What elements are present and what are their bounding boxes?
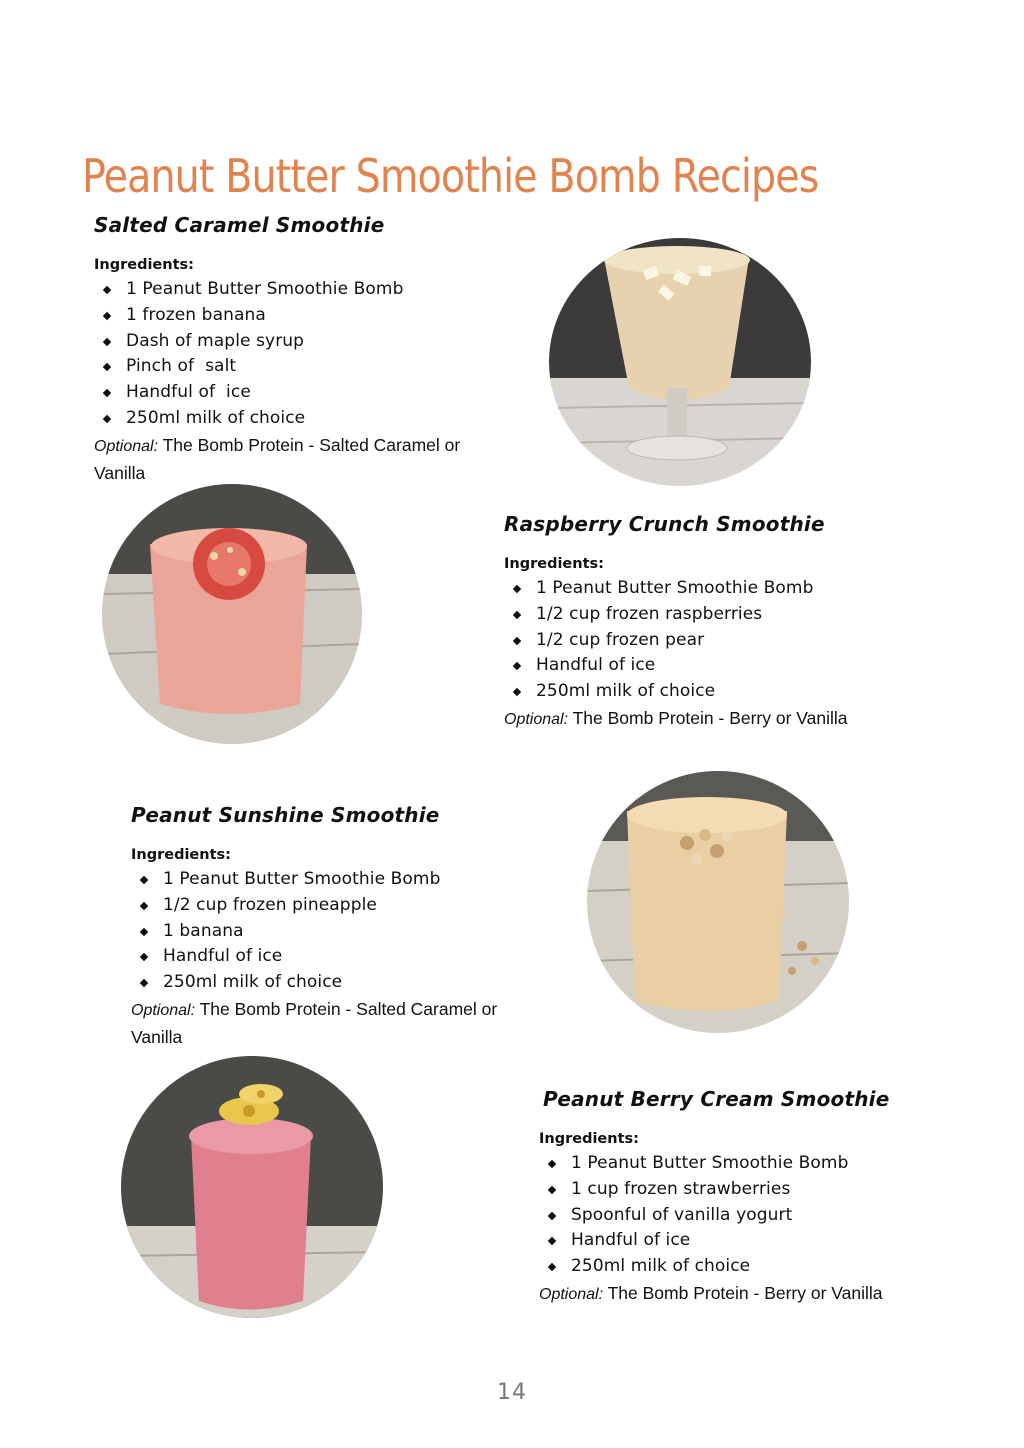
optional-text: The Bomb Protein - Salted Caramel or Vanilla <box>94 434 461 483</box>
peanut-berry-cream-smoothie-photo <box>121 1056 383 1318</box>
optional-text: The Bomb Protein - Berry or Vanilla <box>607 1282 883 1303</box>
diamond-bullet-icon <box>103 312 111 320</box>
diamond-bullet-icon <box>513 611 521 619</box>
list-item: 250ml milk of choice <box>504 679 944 705</box>
list-item: 1/2 cup frozen raspberries <box>504 602 944 628</box>
diamond-bullet-icon <box>103 389 111 397</box>
diamond-bullet-icon <box>548 1186 556 1194</box>
list-item: 1 banana <box>131 919 571 945</box>
diamond-bullet-icon <box>140 902 148 910</box>
list-item: 1 Peanut Butter Smoothie Bomb <box>504 576 944 602</box>
diamond-bullet-icon <box>548 1160 556 1168</box>
optional-text: The Bomb Protein - Berry or Vanilla <box>572 707 848 728</box>
optional-note <box>94 432 514 486</box>
list-item: 1 cup frozen strawberries <box>539 1177 979 1203</box>
list-item: Handful of ice <box>504 653 944 679</box>
list-item: Handful of ice <box>131 944 571 970</box>
page-number: 14 <box>497 1380 527 1405</box>
optional-label: Optional: <box>539 1285 604 1303</box>
diamond-bullet-icon <box>513 585 521 593</box>
list-item: 1 Peanut Butter Smoothie Bomb <box>94 277 534 303</box>
list-item: Pinch of salt <box>94 354 534 380</box>
peanut-sunshine-smoothie-photo <box>587 771 849 1033</box>
recipe-title: Peanut Berry Cream Smoothie <box>543 1087 890 1111</box>
optional-label: Optional: <box>131 1001 196 1019</box>
diamond-bullet-icon <box>140 953 148 961</box>
diamond-bullet-icon <box>548 1263 556 1271</box>
diamond-bullet-icon <box>548 1237 556 1245</box>
recipe-title: Peanut Sunshine Smoothie <box>131 803 440 827</box>
diamond-bullet-icon <box>513 688 521 696</box>
ingredients-list <box>131 867 571 996</box>
recipe-peanut-berry-cream <box>539 1087 979 1308</box>
recipe-title: Salted Caramel Smoothie <box>94 213 385 237</box>
optional-note <box>504 705 944 733</box>
recipe-salted-caramel <box>94 213 534 486</box>
list-item: 250ml milk of choice <box>94 406 534 432</box>
raspberry-crunch-smoothie-photo <box>102 484 362 744</box>
optional-text: The Bomb Protein - Salted Caramel or Vanilla <box>131 998 498 1047</box>
diamond-bullet-icon <box>513 662 521 670</box>
optional-note <box>539 1280 979 1308</box>
list-item: 1/2 cup frozen pear <box>504 628 944 654</box>
recipe-title: Raspberry Crunch Smoothie <box>504 512 825 536</box>
diamond-bullet-icon <box>140 927 148 935</box>
ingredients-label: Ingredients: <box>131 847 231 863</box>
diamond-bullet-icon <box>513 636 521 644</box>
list-item: Spoonful of vanilla yogurt <box>539 1203 979 1229</box>
list-item: 1 frozen banana <box>94 303 534 329</box>
list-item: Handful of ice <box>539 1228 979 1254</box>
diamond-bullet-icon <box>140 876 148 884</box>
list-item: 250ml milk of choice <box>131 970 571 996</box>
page-title: Peanut Butter Smoothie Bomb Recipes <box>82 148 819 203</box>
diamond-bullet-icon <box>548 1211 556 1219</box>
diamond-bullet-icon <box>103 415 111 423</box>
list-item: 250ml milk of choice <box>539 1254 979 1280</box>
optional-note <box>131 996 551 1050</box>
ingredients-label: Ingredients: <box>539 1131 639 1147</box>
salted-caramel-smoothie-photo <box>549 238 811 486</box>
diamond-bullet-icon <box>103 363 111 371</box>
recipe-raspberry-crunch <box>504 512 944 733</box>
diamond-bullet-icon <box>103 286 111 294</box>
list-item: 1 Peanut Butter Smoothie Bomb <box>131 867 571 893</box>
diamond-bullet-icon <box>103 337 111 345</box>
ingredients-list <box>94 277 534 432</box>
diamond-bullet-icon <box>140 979 148 987</box>
list-item: Handful of ice <box>94 380 534 406</box>
recipe-peanut-sunshine <box>131 803 571 1050</box>
list-item: Dash of maple syrup <box>94 329 534 355</box>
list-item: 1 Peanut Butter Smoothie Bomb <box>539 1151 979 1177</box>
ingredients-label: Ingredients: <box>504 556 604 572</box>
optional-label: Optional: <box>94 437 159 455</box>
ingredients-list <box>539 1151 979 1280</box>
ingredients-label: Ingredients: <box>94 257 194 273</box>
optional-label: Optional: <box>504 710 569 728</box>
list-item: 1/2 cup frozen pineapple <box>131 893 571 919</box>
ingredients-list <box>504 576 944 705</box>
